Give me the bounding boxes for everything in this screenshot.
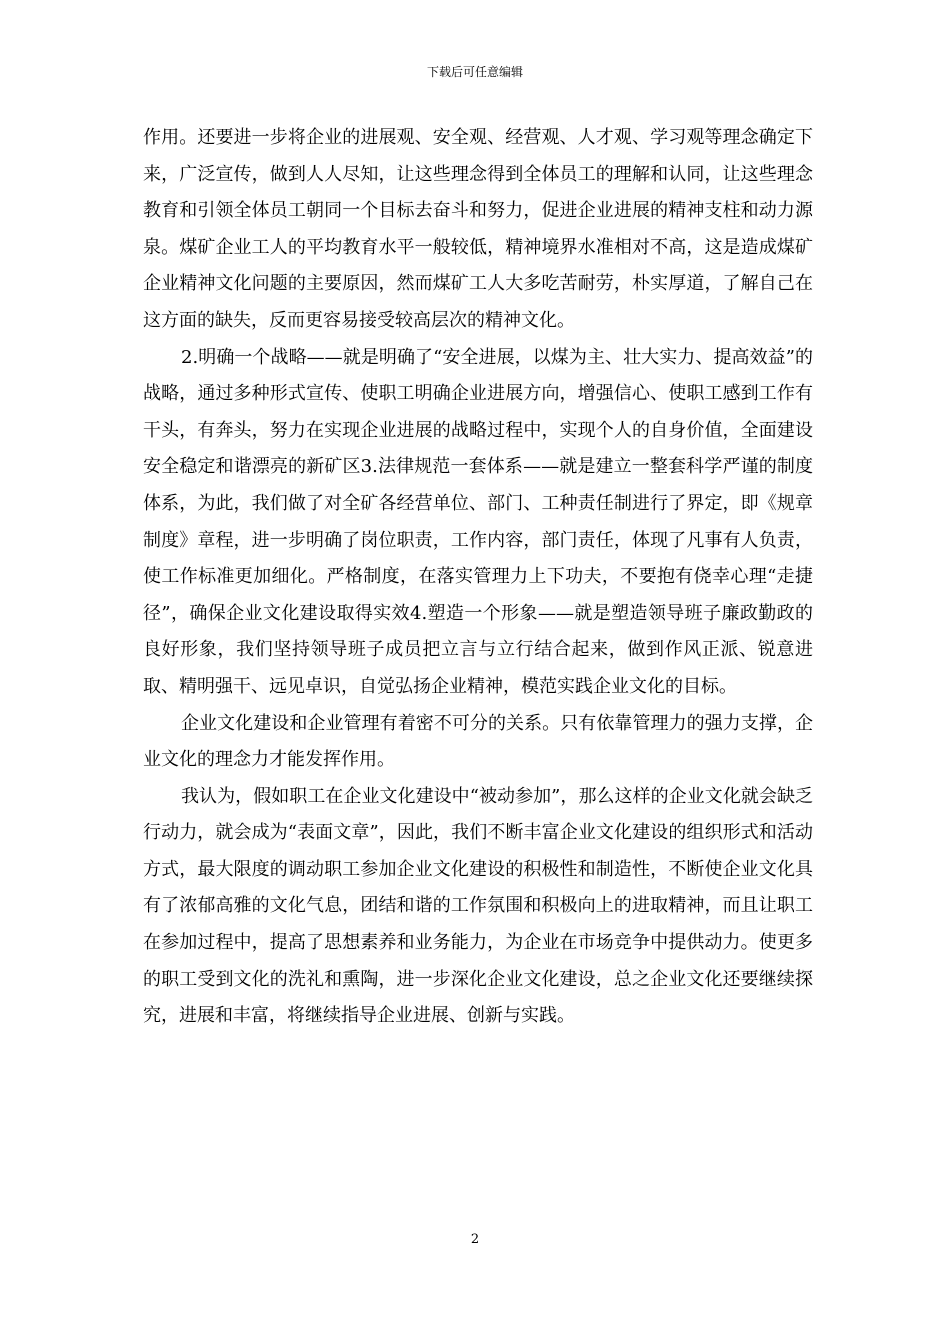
paragraph-strategy: 2.明确一个战略——就是明确了“安全进展，以煤为主、壮大实力、提高效益”的战略，通过多种形式宣传、使职工明确企业进展方向，增强信心、使职工感到工作有干头，有奔头，努力在实现企业进展的战略过程中，实现个人的自身价值，全面建设安全稳定和谐漂亮的新矿区3.法律规范一套体系——就是建立一整套科学严谨的制度体系，为此，我们做了对全矿各经营单位、部门、工种责任制进行了界定，即《规章制度》章程，进一步明确了岗位职责，工作内容，部门责任，体现了凡事有人负责，使工作标准更加细化。严格制度，在落实管理力上下功夫，不要抱有侥幸心理“走捷径”，确保企业文化建设取得实效4.塑造一个形象——就是塑造领导班子廉政勤政的良好形象，我们坚持领导班子成员把立言与立行结合起来，做到作风正派、锐意进取、精明强干、远见卓识，自觉弘扬企业精神，模范实践企业文化的目标。	[143, 346, 813, 697]
page-number: 2	[470, 1232, 480, 1247]
document-body	[143, 120, 813, 1035]
page-header: 下载后可任意编辑	[426, 65, 523, 79]
paragraph-continuation: 作用。还要进一步将企业的进展观、安全观、经营观、人才观、学习观等理念确定下来，广泛宣传，做到人人尽知，让这些理念得到全体员工的理解和认同，让这些理念教育和引领全体员工朝同一个目标去奋斗和努力，促进企业进展的精神支柱和动力源泉。煤矿企业工人的平均教育水平一般较低，精神境界水准相对不高，这是造成煤矿企业精神文化问题的主要原因，然而煤矿工人大多吃苦耐劳，朴实厚道，了解自己在这方面的缺失，反而更容易接受较高层次的精神文化。	[143, 127, 813, 331]
paragraph-management: 企业文化建设和企业管理有着密不可分的关系。只有依靠管理力的强力支撑，企业文化的理念力才能发挥作用。	[143, 712, 813, 771]
paragraph-conclusion: 我认为，假如职工在企业文化建设中“被动参加”，那么这样的企业文化就会缺乏行动力，就会成为“表面文章”，因此，我们不断丰富企业文化建设的组织形式和活动方式，最大限度的调动职工参加企业文化建设的积极性和制造性，不断使企业文化具有了浓郁高雅的文化气息，团结和谐的工作氛围和积极向上的进取精神，而且让职工在参加过程中，提高了思想素养和业务能力，为企业在市场竞争中提供动力。使更多的职工受到文化的洗礼和熏陶，进一步深化企业文化建设，总之企业文化还要继续探究，进展和丰富，将继续指导企业进展、创新与实践。	[143, 785, 813, 1027]
